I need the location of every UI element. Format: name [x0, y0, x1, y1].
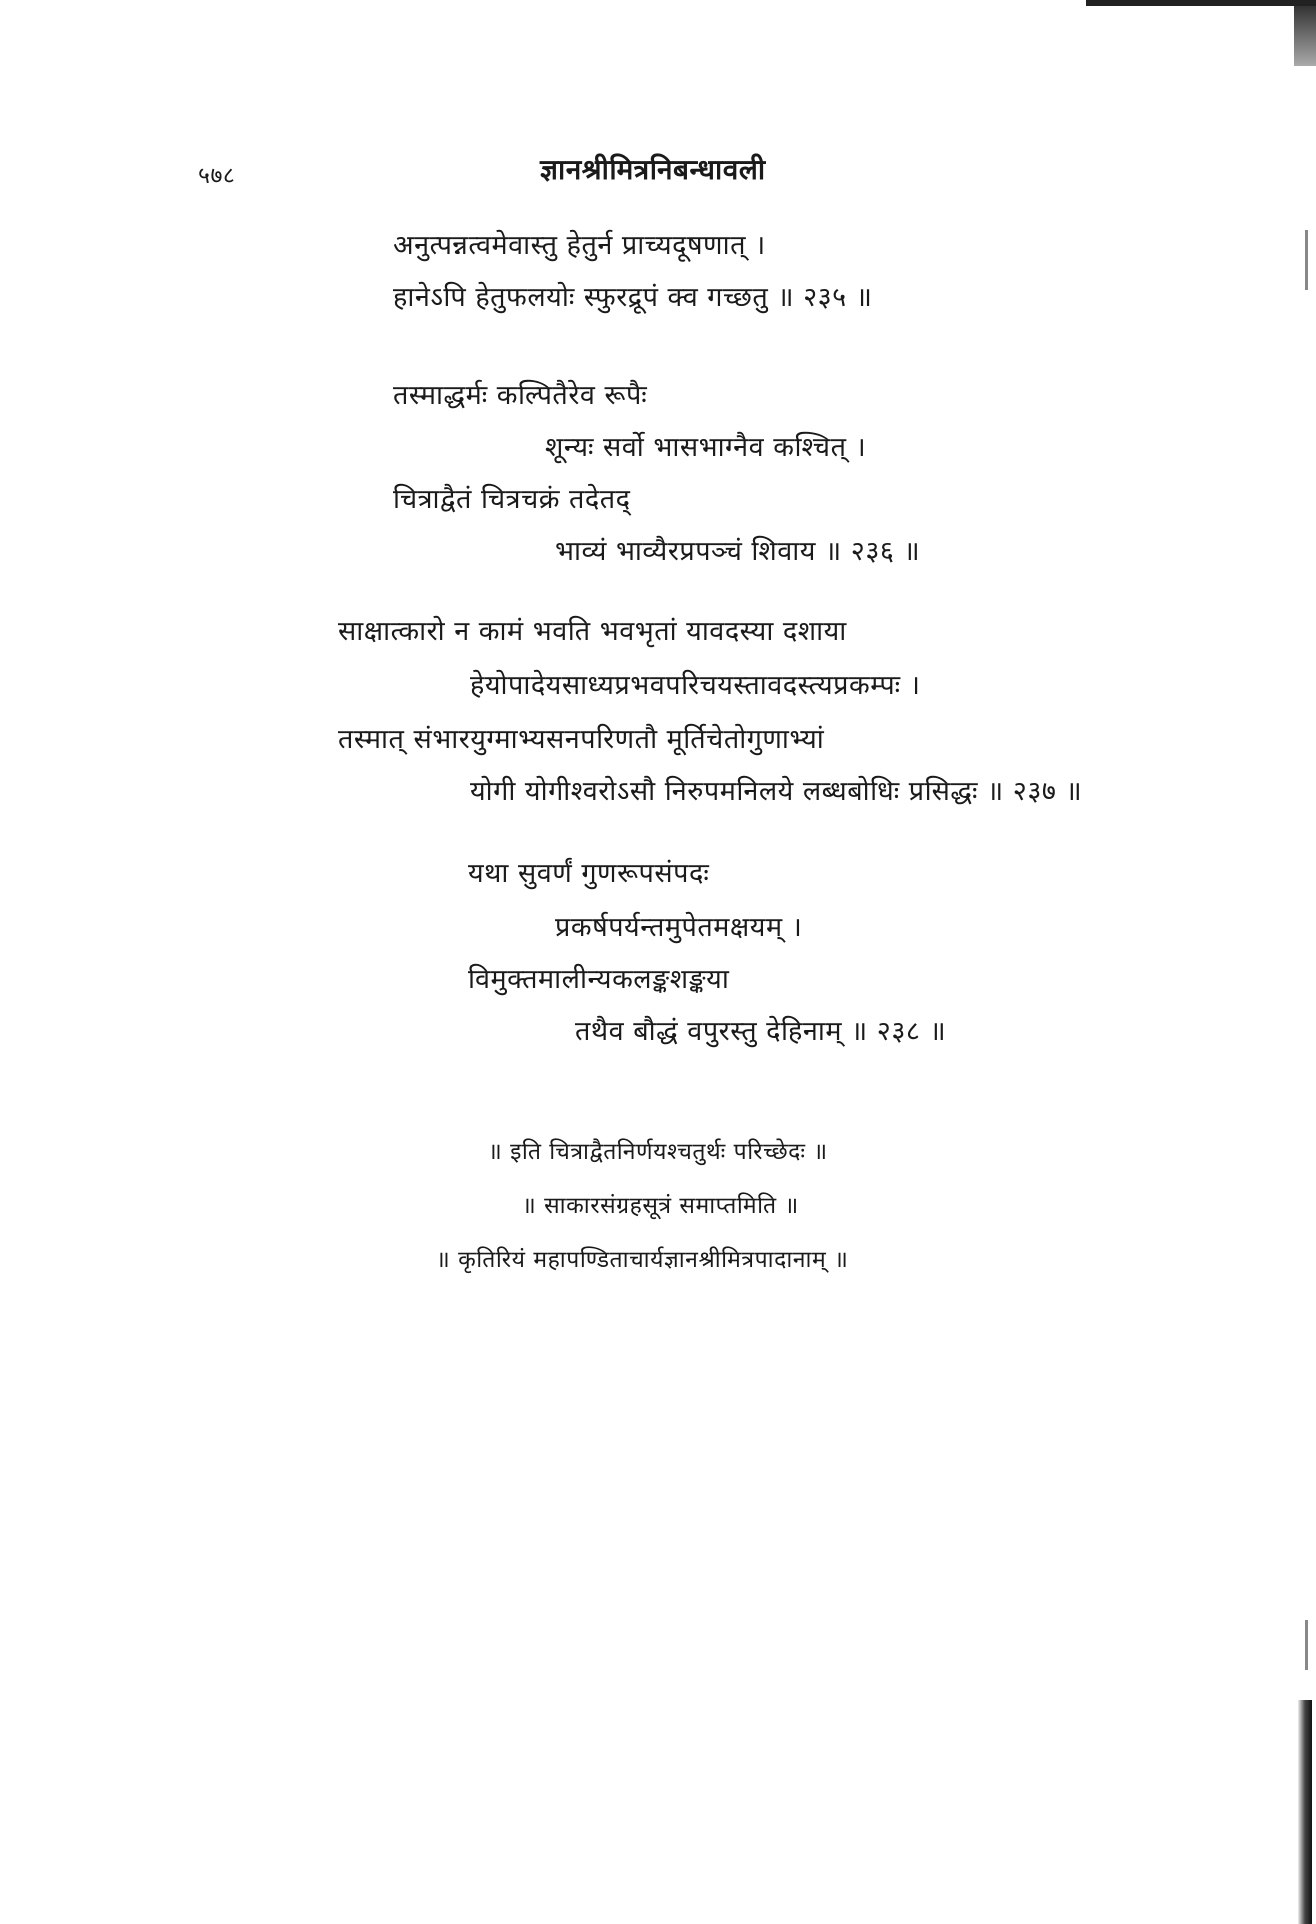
scan-edge-right	[1298, 1700, 1312, 1924]
verse-line: तथैव बौद्धं वपुरस्तु देहिनाम् ॥ २३८ ॥	[575, 1016, 947, 1047]
verse-line: अनुत्पन्नत्वमेवास्तु हेतुर्न प्राच्यदूषणात् ।	[393, 230, 766, 261]
colophon-line: ॥ साकारसंग्रहसूत्रं समाप्तमिति ॥	[522, 1193, 799, 1219]
verse-line: भाव्यं भाव्यैरप्रपञ्चं शिवाय ॥ २३६ ॥	[555, 536, 921, 567]
verse-line: साक्षात्कारो न कामं भवति भवभृतां यावदस्या दशाया	[338, 616, 847, 647]
scan-edge-corner	[1294, 6, 1316, 66]
running-title: ज्ञानश्रीमित्रनिबन्धावली	[540, 153, 766, 186]
verse-line: हानेऽपि हेतुफलयोः स्फुरद्रूपं क्व गच्छतु ॥ २३५ ॥	[393, 282, 873, 313]
verse-line: योगी योगीश्वरोऽसौ निरुपमनिलये लब्धबोधिः प्रसिद्धः ॥ २३७ ॥	[470, 776, 1083, 807]
page-number: ५७८	[198, 163, 236, 189]
scan-edge-mark	[1305, 230, 1308, 290]
verse-line: शून्यः सर्वो भासभाग्नैव कश्चित् ।	[545, 432, 867, 463]
verse-line: प्रकर्षपर्यन्तमुपेतमक्षयम् ।	[555, 912, 803, 943]
verse-line: यथा सुवर्णं गुणरूपसंपदः	[468, 858, 710, 889]
verse-line: चित्राद्वैतं चित्रचक्रं तदेतद्	[393, 484, 631, 515]
verse-line: हेयोपादेयसाध्यप्रभवपरिचयस्तावदस्त्यप्रकम्पः ।	[470, 670, 921, 701]
colophon-line: ॥ इति चित्राद्वैतनिर्णयश्चतुर्थः परिच्छेदः ॥	[488, 1139, 828, 1165]
verse-line: तस्माद्धर्मः कल्पितैरेव रूपैः	[393, 380, 648, 411]
scan-edge-mark-lower	[1305, 1620, 1308, 1670]
verse-line: विमुक्तमालीन्यकलङ्कशङ्कया	[468, 964, 730, 995]
verse-line: तस्मात् संभारयुग्माभ्यसनपरिणतौ मूर्तिचेतोगुणाभ्यां	[338, 724, 825, 755]
scan-edge-top	[1086, 0, 1316, 6]
colophon-line: ॥ कृतिरियं महापण्डिताचार्यज्ञानश्रीमित्रपादानाम् ॥	[436, 1247, 849, 1273]
